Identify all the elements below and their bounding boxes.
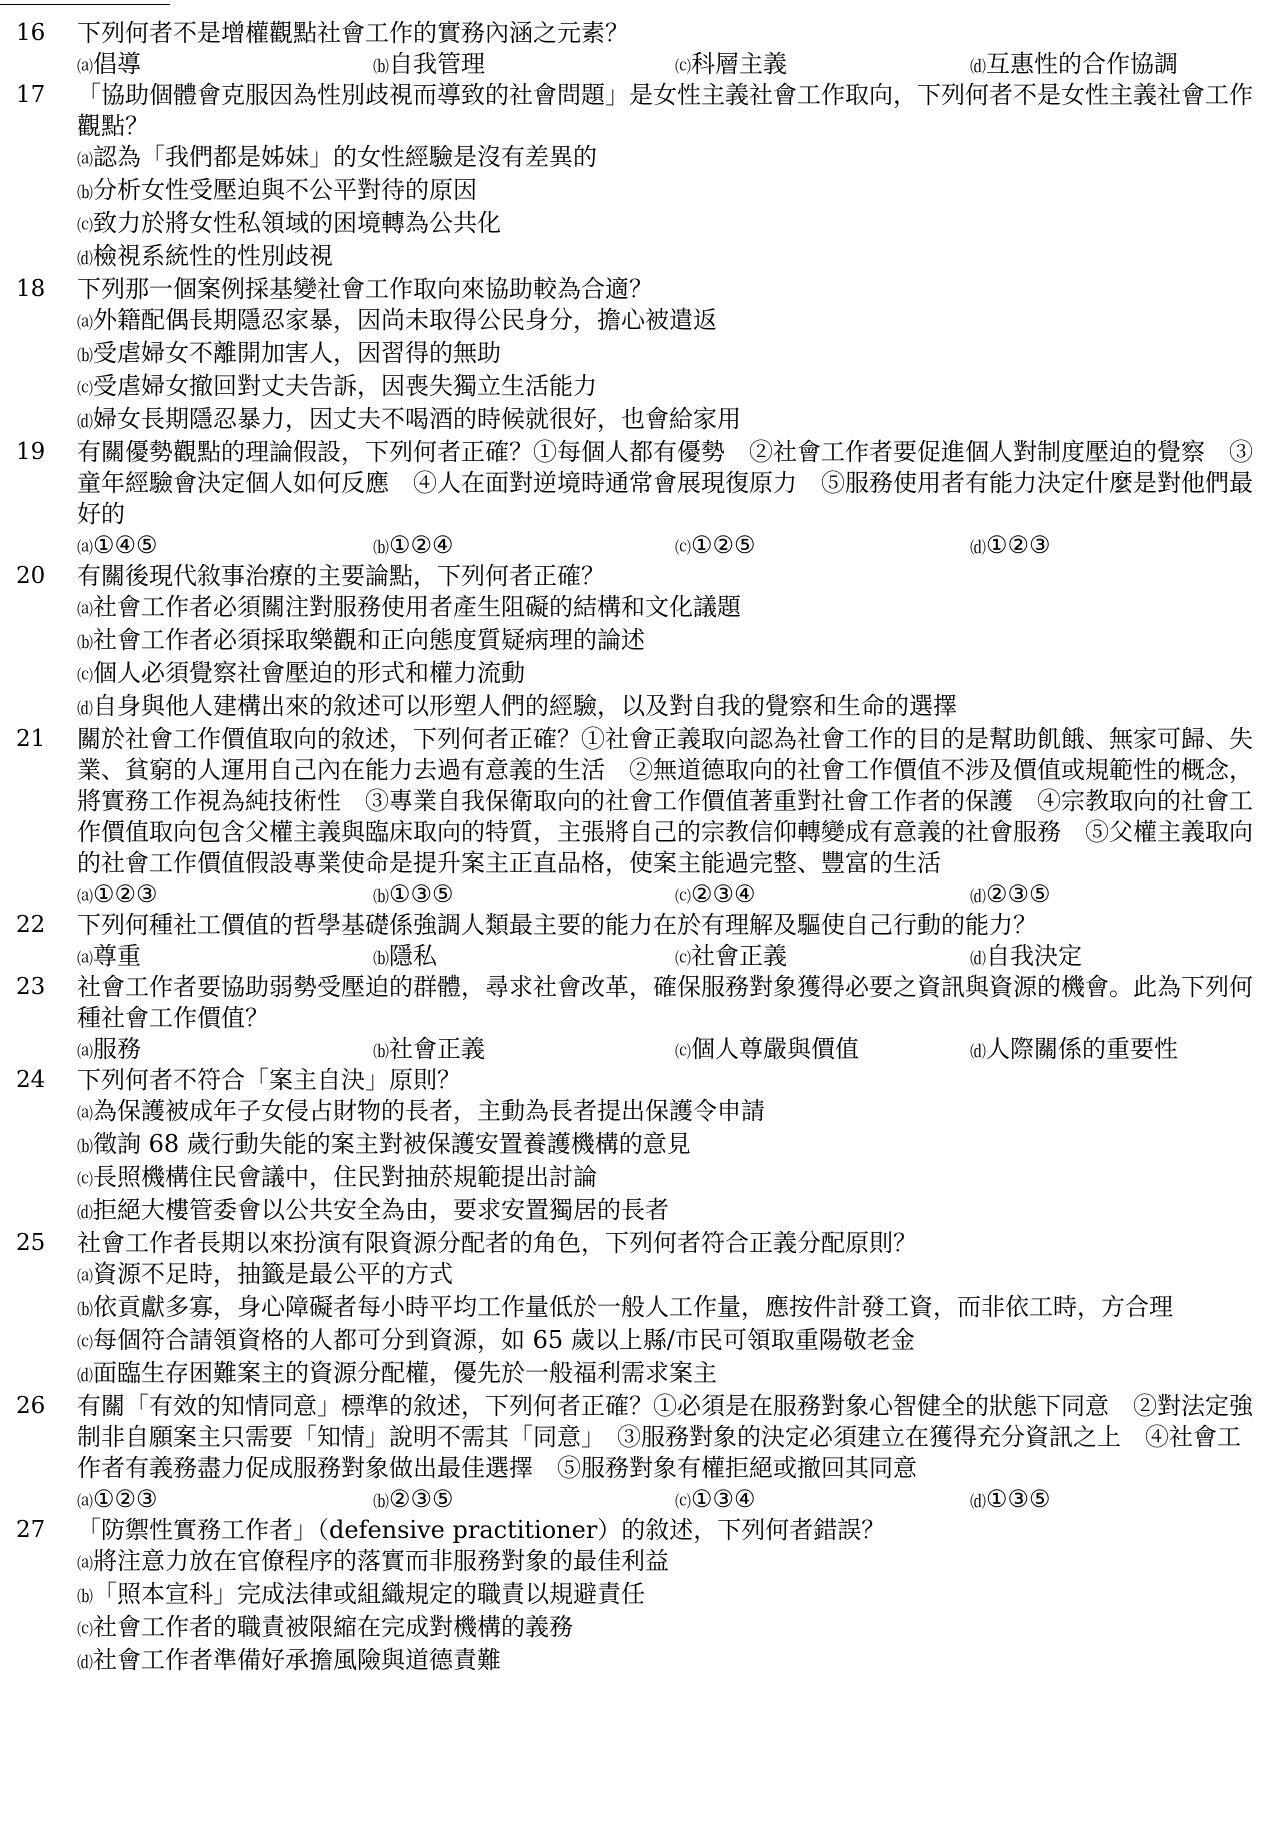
option-text: 徵詢 68 歲行動失能的案主對被保護安置養護機構的意見	[93, 1130, 691, 1158]
option-d[interactable]	[77, 404, 1257, 437]
option-c[interactable]	[77, 1162, 1257, 1195]
option-label: ⒜	[77, 887, 94, 906]
options-row	[77, 1034, 1257, 1065]
option-label: ⒞	[675, 1492, 692, 1511]
option-b[interactable]	[373, 879, 454, 912]
option-label: ⒝	[373, 57, 390, 76]
option-label: ⒜	[77, 1267, 94, 1286]
option-b[interactable]	[373, 49, 485, 82]
option-text: 致力於將女性私領域的困境轉為公共化	[93, 209, 502, 237]
option-label: ⒝	[373, 1042, 390, 1061]
options-row	[77, 49, 1257, 80]
question-number: 22	[16, 912, 46, 938]
option-text: 社會工作者必須關注對服務使用者產生阻礙的結構和文化議題	[93, 593, 742, 621]
option-text: 受虐婦女不離開加害人，因習得的無助	[93, 339, 502, 367]
option-label: ⒟	[77, 249, 94, 268]
option-text: 自身與他人建構出來的敘述可以形塑人們的經驗，以及對自我的覺察和生命的選擇	[93, 692, 958, 720]
option-text: 個人尊嚴與價值	[691, 1035, 860, 1063]
option-text: 社會工作者的職責被限縮在完成對機構的義務	[93, 1613, 574, 1641]
option-c[interactable]	[675, 1484, 756, 1517]
options-row	[77, 941, 1257, 972]
option-text: 認為「我們都是姊妹」的女性經驗是沒有差異的	[93, 143, 598, 171]
option-a[interactable]	[77, 305, 1257, 338]
option-label: ⒝	[77, 1300, 94, 1319]
question-text: 「協助個體會克服因為性別歧視而導致的社會問題」是女性主義社會工作取向，下列何者不是女性主義社會工作觀點？	[77, 81, 1253, 140]
question-number: 17	[16, 82, 46, 108]
option-d[interactable]	[77, 1195, 1257, 1228]
option-label: ⒞	[675, 538, 692, 557]
option-c[interactable]	[675, 530, 756, 563]
option-b[interactable]	[373, 1484, 454, 1517]
option-label: ⒞	[77, 216, 94, 235]
option-text: 隱私	[389, 942, 438, 970]
option-b[interactable]	[77, 625, 1257, 658]
option-label: ⒜	[77, 1104, 94, 1123]
question-text: 下列何種社工價值的哲學基礎係強調人類最主要的能力在於有理解及驅使自己行動的能力？	[77, 911, 1037, 939]
options-row	[77, 1484, 1257, 1515]
option-label: ⒝	[77, 346, 94, 365]
option-d[interactable]	[970, 941, 1082, 974]
option-c[interactable]	[77, 208, 1257, 241]
option-a[interactable]	[77, 1484, 158, 1517]
option-label: ⒜	[77, 1492, 94, 1511]
option-label: ⒟	[77, 1653, 94, 1672]
option-label: ⒜	[77, 1554, 94, 1573]
option-label: ⒜	[77, 600, 94, 619]
option-a[interactable]	[77, 49, 141, 82]
option-text: 自我管理	[389, 50, 486, 78]
question-text: 下列何者不符合「案主自決」原則？	[77, 1066, 461, 1094]
option-b[interactable]	[373, 941, 437, 974]
option-d[interactable]	[970, 530, 1051, 563]
option-text: 自我決定	[986, 942, 1083, 970]
option-text: 分析女性受壓迫與不公平對待的原因	[93, 176, 478, 204]
option-text: ②③⑤	[986, 880, 1051, 908]
question-24	[0, 1065, 1274, 1228]
option-label: ⒞	[675, 887, 692, 906]
option-text: 受虐婦女撤回對丈夫告訴，因喪失獨立生活能力	[93, 372, 598, 400]
option-label: ⒝	[373, 949, 390, 968]
option-label: ⒝	[373, 887, 390, 906]
options-row	[77, 879, 1257, 910]
option-c[interactable]	[675, 49, 787, 82]
question-text: 社會工作者長期以來扮演有限資源分配者的角色，下列何者符合正義分配原則？	[77, 1229, 917, 1257]
option-d[interactable]	[970, 879, 1051, 912]
option-d[interactable]	[77, 691, 1257, 724]
question-text: 下列那一個案例採基變社會工作取向來協助較為合適？	[77, 275, 653, 303]
question-25	[0, 1228, 1274, 1391]
option-text: 面臨生存困難案主的資源分配權，優先於一般福利需求案主	[93, 1359, 718, 1387]
option-text: 社會正義	[389, 1035, 486, 1063]
options-row	[77, 530, 1257, 561]
option-label: ⒞	[675, 57, 692, 76]
option-label: ⒟	[970, 57, 987, 76]
option-b[interactable]	[77, 338, 1257, 371]
question-18	[0, 274, 1274, 437]
option-label: ⒜	[77, 949, 94, 968]
option-b[interactable]	[373, 1034, 485, 1067]
option-label: ⒟	[970, 1042, 987, 1061]
header-rule	[0, 4, 170, 5]
option-text: ①②⑤	[691, 531, 756, 559]
question-text: 下列何者不是增權觀點社會工作的實務內涵之元素？	[77, 19, 629, 47]
option-label: ⒟	[970, 887, 987, 906]
option-text: 拒絕大樓管委會以公共安全為由，要求安置獨居的長者	[93, 1196, 670, 1224]
option-text: ①②③	[93, 1485, 158, 1513]
option-c[interactable]	[77, 1612, 1257, 1645]
option-text: 科層主義	[691, 50, 788, 78]
option-text: ①③④	[691, 1485, 756, 1513]
option-text: 社會工作者準備好承擔風險與道德責難	[93, 1646, 502, 1674]
question-text: 有關「有效的知情同意」標準的敘述，下列何者正確？①必須是在服務對象心智健全的狀態下同意 ②對法定強制非自願案主只需要「知情」說明不需其「同意」 ③服務對象的決定必須建立在獲得充分資訊之上 ④社會工作者有義務盡力促成服務對象做出最佳選擇 ⑤服務對象有權拒絕或撤回其同意	[77, 1392, 1253, 1482]
option-label: ⒝	[373, 1492, 390, 1511]
option-text: 個人必須覺察社會壓迫的形式和權力流動	[93, 659, 526, 687]
option-label: ⒟	[77, 412, 94, 431]
option-text: ①②③	[986, 531, 1051, 559]
option-a[interactable]	[77, 1546, 1257, 1579]
question-19	[0, 437, 1274, 561]
option-text: 互惠性的合作協調	[986, 50, 1179, 78]
option-a[interactable]	[77, 941, 141, 974]
option-a[interactable]	[77, 879, 158, 912]
option-label: ⒞	[77, 379, 94, 398]
option-text: ②③④	[691, 880, 756, 908]
option-d[interactable]	[77, 1645, 1257, 1678]
option-label: ⒝	[77, 1137, 94, 1156]
option-b[interactable]	[373, 530, 454, 563]
option-b[interactable]	[77, 1292, 1257, 1325]
option-label: ⒞	[77, 1333, 94, 1352]
option-text: 長照機構住民會議中，住民對抽菸規範提出討論	[93, 1163, 598, 1191]
option-text: ①③⑤	[986, 1485, 1051, 1513]
question-27	[0, 1515, 1274, 1678]
question-number: 20	[16, 563, 46, 589]
option-label: ⒞	[675, 949, 692, 968]
question-number: 19	[16, 439, 46, 465]
question-number: 16	[16, 20, 46, 46]
option-label: ⒟	[77, 699, 94, 718]
question-26	[0, 1391, 1274, 1515]
option-text: ①②④	[389, 531, 454, 559]
option-text: 資源不足時，抽籤是最公平的方式	[93, 1260, 454, 1288]
option-c[interactable]	[675, 1034, 859, 1067]
option-label: ⒟	[77, 1203, 94, 1222]
option-a[interactable]	[77, 1096, 1257, 1129]
option-text: 婦女長期隱忍暴力，因丈夫不喝酒的時候就很好，也會給家用	[93, 405, 742, 433]
option-d[interactable]	[970, 49, 1178, 82]
option-d[interactable]	[970, 1034, 1178, 1067]
option-label: ⒞	[77, 666, 94, 685]
option-label: ⒞	[675, 1042, 692, 1061]
option-label: ⒜	[77, 1042, 94, 1061]
option-b[interactable]	[77, 1129, 1257, 1162]
question-text: 「防禦性實務工作者」（defensive practitioner）的敘述，下列何者錯誤？	[77, 1516, 886, 1544]
question-16	[0, 18, 1274, 80]
option-c[interactable]	[675, 941, 787, 974]
question-text: 有關優勢觀點的理論假設，下列何者正確？①每個人都有優勢 ②社會工作者要促進個人對制度壓迫的覺察 ③童年經驗會決定個人如何反應 ④人在面對逆境時通常會展現復原力 ⑤服務使用者有能力決定什麼是對他們最好的	[77, 438, 1253, 528]
option-text: 為保護被成年子女侵占財物的長者，主動為長者提出保護令申請	[93, 1097, 766, 1125]
option-text: ①④⑤	[93, 531, 158, 559]
option-c[interactable]	[77, 371, 1257, 404]
option-text: 社會正義	[691, 942, 788, 970]
option-c[interactable]	[77, 658, 1257, 691]
option-c[interactable]	[77, 1325, 1257, 1358]
option-label: ⒞	[77, 1620, 94, 1639]
question-number: 24	[16, 1067, 46, 1093]
option-label: ⒝	[77, 633, 94, 652]
question-23	[0, 972, 1274, 1065]
option-text: ①③⑤	[389, 880, 454, 908]
question-number: 27	[16, 1517, 46, 1543]
exam-question-list	[0, 18, 1274, 1678]
option-text: 人際關係的重要性	[986, 1035, 1179, 1063]
option-text: 將注意力放在官僚程序的落實而非服務對象的最佳利益	[93, 1547, 670, 1575]
question-number: 18	[16, 276, 46, 302]
question-text: 社會工作者要協助弱勢受壓迫的群體，尋求社會改革，確保服務對象獲得必要之資訊與資源的機會。此為下列何種社會工作價值？	[77, 973, 1253, 1032]
option-label: ⒟	[970, 1492, 987, 1511]
option-a[interactable]	[77, 530, 158, 563]
option-c[interactable]	[675, 879, 756, 912]
option-b[interactable]	[77, 1579, 1257, 1612]
option-text: 尊重	[93, 942, 142, 970]
question-number: 23	[16, 974, 46, 1000]
question-17	[0, 80, 1274, 274]
option-text: 社會工作者必須採取樂觀和正向態度質疑病理的論述	[93, 626, 646, 654]
question-22	[0, 910, 1274, 972]
question-text: 有關後現代敘事治療的主要論點，下列何者正確？	[77, 562, 605, 590]
option-label: ⒟	[77, 1366, 94, 1385]
option-label: ⒝	[373, 538, 390, 557]
option-text: 檢視系統性的性別歧視	[93, 242, 334, 270]
option-label: ⒝	[77, 183, 94, 202]
option-text: 倡導	[93, 50, 142, 78]
option-a[interactable]	[77, 1259, 1257, 1292]
option-label: ⒜	[77, 57, 94, 76]
question-number: 25	[16, 1230, 46, 1256]
option-text: 外籍配偶長期隱忍家暴，因尚未取得公民身分，擔心被遣返	[93, 306, 718, 334]
option-a[interactable]	[77, 1034, 141, 1067]
option-label: ⒜	[77, 538, 94, 557]
question-21	[0, 724, 1274, 910]
option-d[interactable]	[970, 1484, 1051, 1517]
option-label: ⒜	[77, 313, 94, 332]
option-b[interactable]	[77, 175, 1257, 208]
question-text: 關於社會工作價值取向的敘述，下列何者正確？①社會正義取向認為社會工作的目的是幫助飢餓、無家可歸、失業、貧窮的人運用自己內在能力去過有意義的生活 ②無道德取向的社會工作價值不涉及價值或規範性的概念，將實務工作視為純技術性 ③專業自我保衛取向的社會工作價值著重對社會工作者的保護 ④宗教取向的社會工作價值取向包含父權主義與臨床取向的特質，主張將自己的宗教信仰轉變成有意義的社會服務 ⑤父權主義取向的社會工作價值假設專業使命是提升案主正直品格，使案主能過完整、豐富的生活	[77, 725, 1253, 877]
option-text: 「照本宣科」完成法律或組織規定的職責以規避責任	[93, 1580, 646, 1608]
question-number: 21	[16, 726, 46, 752]
question-20	[0, 561, 1274, 724]
option-a[interactable]	[77, 592, 1257, 625]
option-d[interactable]	[77, 1358, 1257, 1391]
option-text: 依貢獻多寡，身心障礙者每小時平均工作量低於一般人工作量，應按件計發工資，而非依工時，方合理	[93, 1293, 1174, 1321]
question-number: 26	[16, 1393, 46, 1419]
option-label: ⒟	[970, 538, 987, 557]
option-label: ⒝	[77, 1587, 94, 1606]
option-d[interactable]	[77, 241, 1257, 274]
option-text: 服務	[93, 1035, 142, 1063]
option-label: ⒟	[970, 949, 987, 968]
option-text: ①②③	[93, 880, 158, 908]
option-label: ⒜	[77, 150, 94, 169]
option-a[interactable]	[77, 142, 1257, 175]
option-label: ⒞	[77, 1170, 94, 1189]
option-text: 每個符合請領資格的人都可分到資源，如 65 歲以上縣/市民可領取重陽敬老金	[93, 1326, 915, 1354]
option-text: ②③⑤	[389, 1485, 454, 1513]
